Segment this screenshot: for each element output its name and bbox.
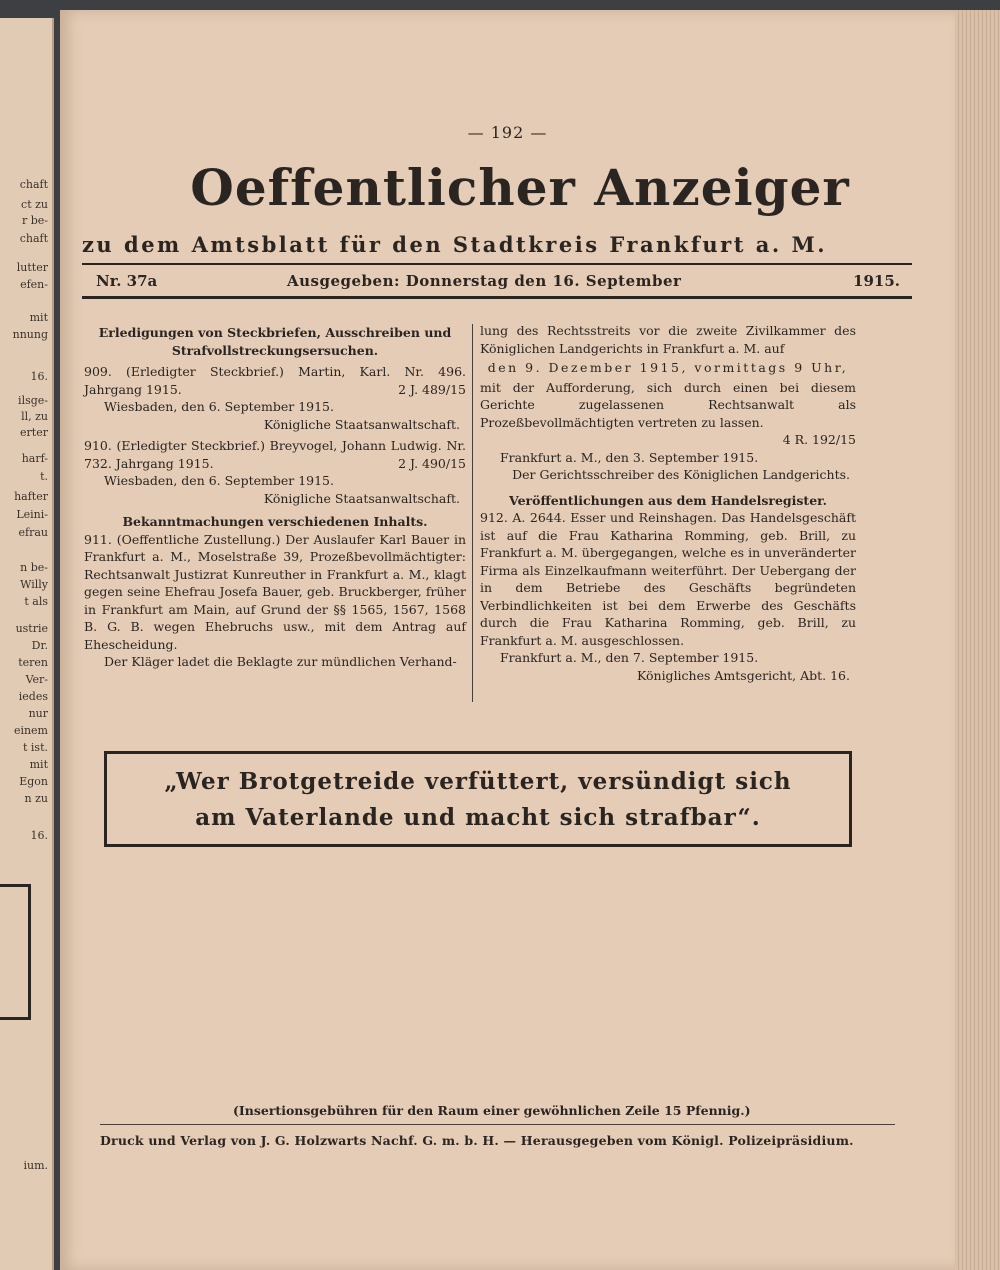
entry-909-signature: Königliche Staatsanwaltschaft. bbox=[263, 416, 460, 432]
notice-line-2: am Vaterlande und macht sich strafbar“. bbox=[195, 804, 761, 831]
entry-910-reference: 2 J. 490/15 bbox=[398, 455, 466, 471]
section-heading-announcements: Bekanntmachungen verschiedenen Inhalts. bbox=[122, 514, 428, 529]
adjacent-page-text-fragment: Egon bbox=[19, 775, 48, 788]
adjacent-page-text-fragment: efrau bbox=[18, 526, 48, 539]
section-heading-commercial-register: Veröffentlichungen aus dem Handelsregister. bbox=[509, 492, 827, 508]
adjacent-page-fragment bbox=[0, 18, 54, 1270]
entry-911-signature: Der Gerichtsschreiber des Königlichen Landgerichts. bbox=[512, 467, 850, 482]
notice-line-1: „Wer Brotgetreide verfüttert, versündigt sich bbox=[164, 768, 792, 795]
entry-912: 912. A. 2644. Esser und Reinshagen. Das Handelsgeschäft ist auf die Frau Katharina Romming, geb. Brill, zu Frankfurt a. M. übergegangen, welche es in unveränderter Firma als Einzelkaufmann weiterführt. Der Uebergang der in dem Betriebe des Geschäfts begründeten Verbindlichkeiten ist bei dem Erwerbe des Geschäfts durch die Frau Katharina Romming, geb. Brill, zu Frankfurt a. M. ausgeschlossen. bbox=[480, 510, 856, 648]
bread-grain-notice-box bbox=[104, 751, 852, 847]
adjacent-page-text-fragment: ct zu bbox=[21, 198, 48, 211]
entry-911-reference: 4 R. 192/15 bbox=[782, 432, 856, 447]
adjacent-page-text-fragment: 16. bbox=[30, 829, 48, 842]
issue-date: Ausgegeben: Donnerstag den 16. September bbox=[287, 272, 682, 290]
entry-912-signature: Königliches Amtsgericht, Abt. 16. bbox=[636, 667, 850, 683]
entry-909: 909. (Erledigter Steckbrief.) Martin, Karl. Nr. 496. Jahrgang 1915. bbox=[84, 364, 466, 397]
entry-909-place-date: Wiesbaden, den 6. September 1915. bbox=[104, 399, 334, 414]
entry-910-place-date: Wiesbaden, den 6. September 1915. bbox=[104, 473, 334, 488]
adjacent-page-text-fragment: n zu bbox=[24, 792, 48, 805]
column-divider bbox=[472, 324, 473, 702]
adjacent-page-text-fragment: Ver- bbox=[25, 673, 48, 686]
book-page-edges bbox=[955, 10, 1000, 1270]
adjacent-page-text-fragment: mit bbox=[29, 311, 48, 324]
adjacent-page-text-fragment: mit bbox=[29, 758, 48, 771]
adjacent-page-text-fragment: chaft bbox=[19, 232, 48, 245]
issue-line bbox=[82, 272, 912, 294]
issue-number: Nr. 37a bbox=[96, 272, 158, 290]
adjacent-page-text-fragment: teren bbox=[18, 656, 48, 669]
entry-911-summons: mit der Aufforderung, sich durch einen bei diesem Gerichte zugelassenen Rechtsanwalt als Prozeßbevollmächtigten vertreten zu lassen. bbox=[480, 379, 856, 430]
adjacent-page-text-fragment: ll, zu bbox=[21, 410, 48, 423]
left-column bbox=[84, 324, 466, 671]
issue-year: 1915. bbox=[853, 272, 900, 290]
adjacent-page-text-fragment: lutter bbox=[16, 261, 48, 274]
section-heading-warrants: Erledigungen von Steckbriefen, Ausschreiben und Strafvollstreckungsersuchen. bbox=[98, 325, 452, 358]
adjacent-page-text-fragment: iedes bbox=[18, 690, 48, 703]
adjacent-page-text-fragment: ustrie bbox=[15, 622, 48, 635]
adjacent-page-text-fragment: r be- bbox=[21, 214, 48, 227]
adjacent-page-text-fragment: ium. bbox=[23, 1159, 48, 1172]
footer-rule bbox=[100, 1124, 895, 1125]
adjacent-page-text-fragment: hafter bbox=[14, 490, 48, 503]
adjacent-page-text-fragment: ilsge- bbox=[18, 394, 48, 407]
entry-911-continuation: Der Kläger ladet die Beklagte zur mündlichen Verhand- bbox=[104, 654, 457, 669]
adjacent-page-text-fragment: Willy bbox=[20, 578, 48, 591]
adjacent-page-text-fragment: einem bbox=[13, 724, 48, 737]
imprint-line: Druck und Verlag von J. G. Holzwarts Nachf. G. m. b. H. — Herausgegeben vom Königl. Polizeipräsidium. bbox=[100, 1133, 854, 1148]
adjacent-page-text-fragment: chaft bbox=[19, 178, 48, 191]
hearing-date: den 9. Dezember 1915, vormittags 9 Uhr, bbox=[487, 360, 849, 375]
entry-909-reference: 2 J. 489/15 bbox=[398, 381, 466, 397]
adjacent-page-text-fragment: n be- bbox=[20, 561, 48, 574]
adjacent-page-box bbox=[0, 884, 31, 1020]
newspaper-page bbox=[60, 10, 955, 1270]
entry-910: 910. (Erledigter Steckbrief.) Breyvogel, Johann Ludwig. Nr. 732. Jahrgang 1915. bbox=[84, 438, 466, 471]
entry-912-place-date: Frankfurt a. M., den 7. September 1915. bbox=[500, 650, 759, 665]
adjacent-page-text-fragment: harf- bbox=[21, 452, 48, 465]
adjacent-page-text-fragment: erter bbox=[20, 426, 48, 439]
entry-911-place-date: Frankfurt a. M., den 3. September 1915. bbox=[500, 449, 759, 465]
adjacent-page-text-fragment: Leini- bbox=[16, 508, 48, 521]
adjacent-page-text-fragment: Dr. bbox=[31, 639, 48, 652]
entry-911: 911. (Oeffentliche Zustellung.) Der Auslaufer Karl Bauer in Frankfurt a. M., Moselstraße 39, Prozeßbevollmächtigter: Rechtsanwalt Justizrat Kunreuther in Frankfurt a. M., klagt gegen seine Ehefrau Josefa Bauer, geb. Bruckberger, früher in Frankfurt am Main, auf Grund der §§ 1565, 1567, 1568 B. G. B. wegen Ehebruchs usw., mit dem Antrag auf Ehescheidung. bbox=[84, 531, 466, 652]
page-number: — 192 — bbox=[467, 123, 548, 142]
newspaper-title: Oeffentlicher Anzeiger bbox=[190, 158, 850, 217]
header-rule-top bbox=[82, 263, 912, 265]
adjacent-page-text-fragment: t ist. bbox=[23, 741, 48, 754]
insertion-fee-note: (Insertionsgebühren für den Raum einer gewöhnlichen Zeile 15 Pfennig.) bbox=[233, 1103, 751, 1118]
adjacent-page-text-fragment: nnung bbox=[12, 328, 48, 341]
entry-911-continued: lung des Rechtsstreits vor die zweite Zivilkammer des Königlichen Landgerichts in Frankfurt a. M. auf bbox=[480, 323, 856, 356]
adjacent-page-text-fragment: t als bbox=[24, 595, 48, 608]
header-rule-bottom bbox=[82, 296, 912, 299]
adjacent-page-text-fragment: 16. bbox=[30, 370, 48, 383]
adjacent-page-text-fragment: t. bbox=[40, 470, 48, 483]
newspaper-subtitle: zu dem Amtsblatt für den Stadtkreis Frankfurt a. M. bbox=[82, 232, 828, 257]
right-column bbox=[480, 322, 856, 684]
adjacent-page-text-fragment: nur bbox=[28, 707, 48, 720]
adjacent-page-text-fragment: efen- bbox=[20, 278, 48, 291]
entry-910-signature: Königliche Staatsanwaltschaft. bbox=[263, 490, 460, 506]
